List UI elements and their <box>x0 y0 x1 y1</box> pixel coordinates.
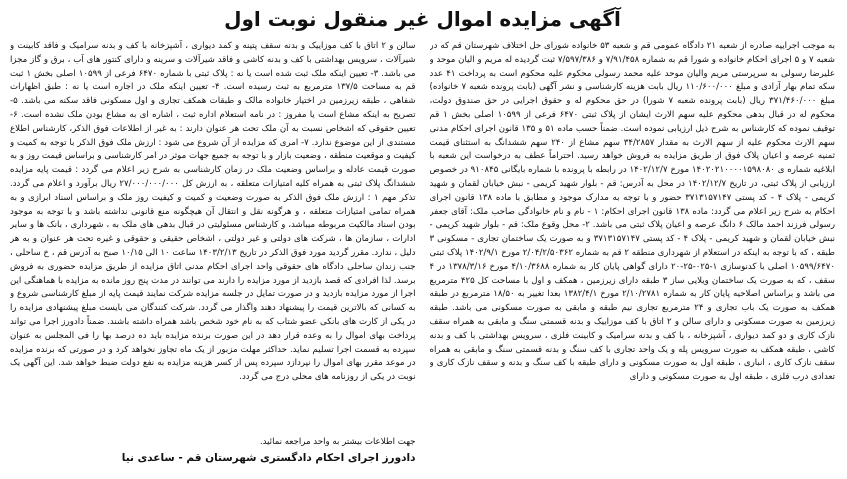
notice-column-left-text: سالن و ۲ اتاق با کف موزاییک و بدنه سقف پتینه و کمد دیواری ، آشپزخانه با کف و بدنه سرامیک و فاقد کابینت و شیرآلات ، سرویس بهداشتی با کف و بدنه کاشی و فاقد شیرآلات و سرینه و دارای کنتور های آب ، برق و گاز مجزا می باشد. ۳- تعیین اینکه ملک ثبت شده است یا نه : پلاک ثبتی با شماره ۶۴۷۰ فرعی از ۱۰۵۹۹ اصلی بخش ۱ ثبت قم به مساحت ۱۳۷/۵ مترمربع به ثبت رسیده است. ۴- تعیین اینکه ملک در اجاره است یا نه : طبق اظهارات شفاهی ، طبقه زیرزمین در اختیار خانواده مالک و طبقات همکف تجاری و اول مسکونی فاقد سکنه می باشد. ۵- تصریح به اینکه مشاع است یا مفروز : در نامه استعلام اداره ثبت ، اشاره ای به مشاع بودن ملک نشده است. ۶- تعیین حقوقی که اشخاص نسبت به آن ملک تحت هر عنوان دارند : به غیر از اطلاعات فوق الذکر، کارشناس اطلاع مستندی از این موضوع ندارد. ۷- امری که مزایده از آن شروع می شود : ارزش ملک فوق الذکر با توجه به کمیت و کیفیت و موقعیت منطقه ، وضعیت بازار و با توجه به جمیع جهات موثر در امر کارشناسی و براساس قیمت روز و به صورت قیمت عادله و براساس وضعیت ملک در زمان کارشناسی به شرح زیر اعلام می گردد : قیمت پایه مزایده ششدانگ پلاک ثبتی به همراه کلیه امتیازات متعلقه ، به ارزش کل ۲۷/۰۰۰/۰۰۰/۰۰۰ ریال برآورد و اعلام می گردد. تذکر مهم ۱ : ارزش ملک فوق الذکر به صورت وضعیت و کمیت و کیفیت روز ملک و براساس اسناد ابرازی و به همراه تمامی امتیازات متعلقه ، و هرگونه نقل و انتقال آن هیچگونه منع قانونی نداشته باشد و با توجه به موجود بودن اسناد مالکیت مربوطه میباشد، و کارشناس مسئولیتی در قبال بدهی های ملک به ، شهرداری ، بانک ها و سایر ادارات ، سازمان ها ، شرکت های دولتی و غیر دولتی ، اشخاص حقیقی و حقوقی و غیره تحت هر عنوان و به هر دلیل ، ندارد. مقرر گردید مورد فوق الذکر در تاریخ ۱۴۰۳/۲/۱۳ ساعت ۱۰ الی ۱۰/۱۵ صبح به آدرس قم ، خ ساحلی ، جنب زندان ساحلی دادگاه های حقوقی واحد اجرای احکام مدنی اتاق مزایده از طریق مزایده حضوری به فروش برسد. لذا افرادی که قصد بازدید از مورد مزایده را دارند می توانند در مدت پنج روز مانده به مزایده با هماهنگی این اجرا از مورد مزایده بازدید و در صورت تمایل در جلسه مزایده شرکت نمایند قیمت پایه از مبلغ کارشناسی شروع و به کسانی که بالاترین قیمت را پیشنهاد دهند واگذار می گردد. شرکت کنندگان می بایست مبلغ پیشنهادی مزایده را در یکی از کارت های بانکی عضو شتاب که به نام خود شخص باشد همراه داشته باشند. ضمناً دادورز اجرا می تواند پرداخت بهای اموال را به وعده قرار دهد در این صورت برنده مزایده باید ده درصد بها را فی المجلس به عنوان سپرده به قسمت اجرا تسلیم نماید. حداکثر مهلت مزبور از یک ماه تجاوز نخواهد کرد و در صورتی که برنده مزایده در موعد مقرر بهای اموال را نپردازد سپرده پس از کسر هزینه مزایده به نفع دولت ضبط خواهد شد. این آگهی یک نوبت در یکی از روزنامه های محلی درج می گردد. <box>10 41 416 383</box>
signature: دادورز اجرای احکام دادگستری شهرستان قم - ساعدی نیا <box>121 452 416 464</box>
notice-column-right <box>430 40 836 466</box>
notice-column-right-text: به موجب اجراییه صادره از شعبه ۲۱ دادگاه عمومی قم و شعبه ۵۳ خانواده شورای حل اختلاف شهرستان قم که در شعبه ۷ و ۵ اجرای احکام خانواده و شورا قم به شماره ۷/۹۱/۴۵۸ و ۷/۵۹۷/۳۸۶ ثبت گردیده له مریم و الیان موحد و علیرضا رسولی به سرپرستی مریم والیان موحد علیه محمد رسولی محکوم علیه محکوم است به پرداخت ۴۱ عدد سکه تمام بهار آزادی و مبلغ ۱۱۰/۶۰۰/۰۰۰ ریال بابت هزینه کارشناسی و نشر آگهی (بابت پرونده شعبه ۷ خانواده) مبلغ ۳۷۱/۴۶۰/۰۰۰ ریال (بابت پرونده شعبه ۷ شورا) در حق محکوم له و حقوق اجرایی در حق صندوق دولت، محکوم له در قبال بدهی محکوم علیه سهم الارث ایشان از پلاک ثبتی ۶۴۷۰ فرعی از ۱۰۵۹۹ اصلی بخش ۱ قم توقیف نموده که کارشناس به شرح ذیل ارزیابی نموده است. ضمناً حسب ماده ۵۱ و ۱۳۵ قانون اجرای احکام مدنی سهم الارث محکوم علیه از سهم الارث به مقدار ۳۴/۲۸۵۷ سهم مشاع از ۲۴۰ سهم ششدانگ به استثنای قیمت ثمنیه عرصه و اعیان پلاک فوق از طریق مزایده به فروش خواهد رسید. احتراماً عطف به درخواست این شعبه با ابلاغیه شماره ی ۱۴۰۲۰۲۱۰۰۰۰۱۵۹۸۰۸۰ مورخ ۱۴۰۲/۱۲/۷ در رابطه با پرونده با شماره بایگانی ۹۱۰۸۴۵ در خصوص ارزیابی از پلاک ثبتی، در تاریخ ۱۴۰۲/۱۲/۷ در محل به آدرس: قم - بلوار شهید کریمی - نبش خیابان لقمان و شهید کریمی - پلاک ۴ - کد پستی ۳۷۱۳۱۵۷۱۴۷ حضور و با توجه به مدارک موجود و مطابق با ماده ۱۳۸ قانون اجرای احکام به شرح زیر اعلام می گردد: ماده ۱۳۸ قانون اجرای احکام: ۱ - نام و نام خانوادگی صاحب ملک: آقای جعفر رسولی فرزند احمد مالک ۶ دانگ عرصه و اعیان پلاک ثبتی می باشد. ۲- محل وقوع ملک: قم - بلوار شهید کریمی - نبش خیابان لقمان و شهید کریمی - پلاک ۴ - کد پستی ۳۷۱۳۱۵۷۱۴۷ و به صورت یک ساختمان تجاری - مسکونی ۳ طبقه ، که با توجه به اینکه در استعلام از شهرداری منطقه ۲ قم به شماره ۲/۰۴/۲/۵۰۳۶۲ مورخ ۱۴۰۲/۹/۱ پلاک ثبتی ۱۰۵۹۹/۶۴۷۰ اصلی با کدنوسازی ۱-۰۲۵-۲۵-۲۰ دارای گواهی پایان کار به شماره ۴/۱۰/۳۶۸۸ مورخ ۱۳۷۸/۳/۱۶ در ۴ سقف ، که به صورت یک ساختمان ویلایی ساز ۳ طبقه دارای زیرزمین ، همکف و اول با مساحت کل ۴۲۵ مترمربع می باشد و براساس اصلاحیه پایان کار به شماره ۲/۱۰/۲۷۸۱ مورخ ۱۳۸۲/۴/۱ بعدا تغییر به ۱۸/۵۰ مترمربع در طبقه همکف به صورت یک باب تجاری و ۲۴ مترمربع تجاری نیم طبقه و مابقی به صورت مسکونی می باشد. طبقه زیرزمین به صورت مسکونی و دارای سالن و ۲ اتاق با کف موزاییک و بدنه قسمتی سنگ و مابقی به همراه سقف نازک کاری و دو کمد دیواری ، آشپزخانه ، با کف و بدنه سرامیک و کابینت فلزی ، سرویس بهداشتی با کف و بدنه کاشی ، طبقه همکف به صورت سرویس پله و یک واحد تجاری با کف سنگ و بدنه قسمتی سنگ و مابقی به همراه سقف نازک کاری ، انباری ، طبقه اول به صورت مسکونی و دارای طبقه با کف سنگ و بدنه و سقف نازک کاری و تعدادی درب فلزی ، طبقه اول به صورت مسکونی و دارای <box>429 41 835 383</box>
notice-title: آگهی مزایده اموال غیر منقول نوبت اول <box>224 7 621 31</box>
notice-column-left-body <box>10 40 416 436</box>
notice-columns <box>10 40 835 466</box>
notice-column-left <box>10 40 416 466</box>
contact-line: جهت اطلاعات بیشتر به واحد مراجعه نمائید. <box>259 437 416 448</box>
auction-notice <box>4 4 841 473</box>
